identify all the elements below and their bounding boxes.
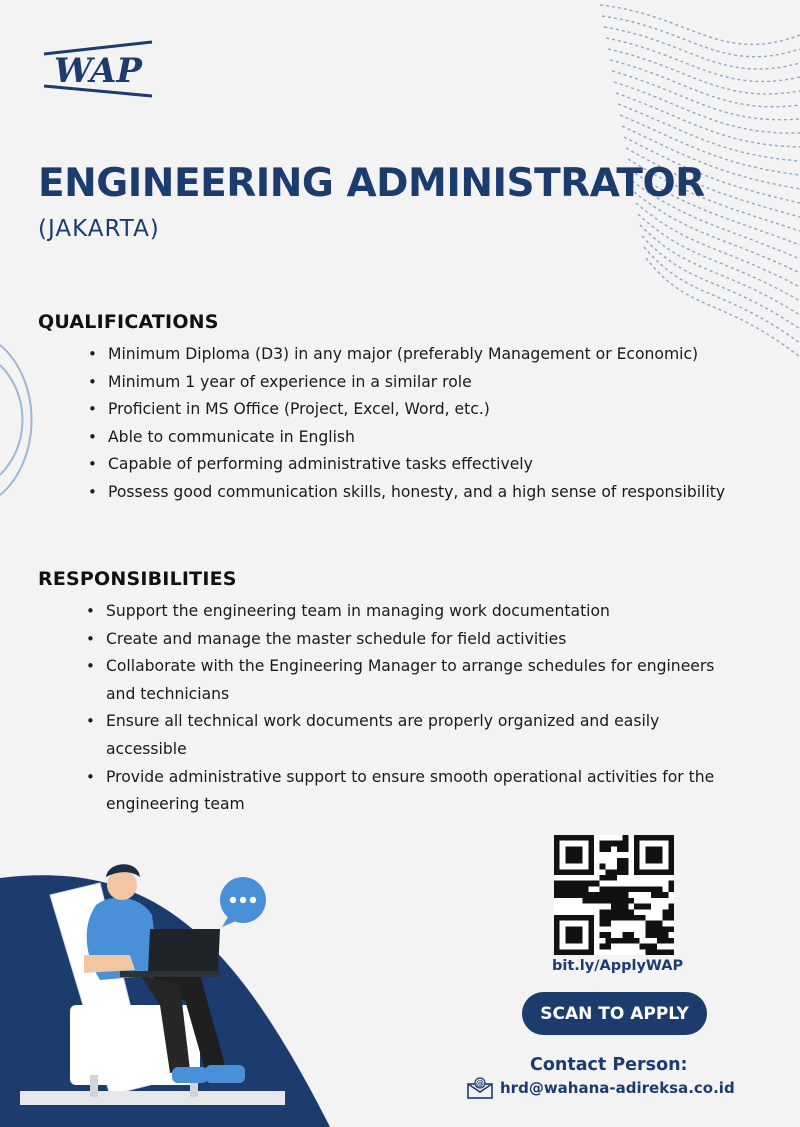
wave-line	[602, 16, 800, 57]
wave-line	[636, 203, 800, 287]
wave-line	[600, 5, 800, 44]
list-item: • Possess good communication skills, honesty, and a high sense of responsibility	[86, 479, 746, 507]
list-item: • Create and manage the master schedule for field activities	[84, 626, 744, 654]
wave-line	[640, 225, 800, 315]
contact-email-link[interactable]	[466, 1076, 735, 1100]
qr-code[interactable]	[554, 835, 674, 955]
list-item: • Able to communicate in English	[86, 424, 746, 452]
responsibilities-list	[84, 598, 744, 819]
responsibilities-heading: RESPONSIBILITIES	[38, 568, 237, 590]
svg-text:@: @	[476, 1079, 484, 1088]
wave-line	[606, 38, 800, 81]
apply-link[interactable]: bit.ly/ApplyWAP	[552, 958, 684, 974]
wave-line	[612, 71, 800, 120]
list-item: • Minimum Diploma (D3) in any major (preferably Management or Economic)	[86, 341, 746, 369]
job-location: (JAKARTA)	[38, 216, 160, 242]
wave-line	[610, 60, 800, 107]
list-item: • Provide administrative support to ensure smooth operational activities for the engineering team	[84, 764, 744, 819]
list-item: • Minimum 1 year of experience in a similar role	[86, 369, 746, 397]
list-item: • Ensure all technical work documents are properly organized and easily accessible	[84, 708, 744, 763]
job-title: ENGINEERING ADMINISTRATOR	[38, 161, 705, 206]
scan-to-apply-button[interactable]: SCAN TO APPLY	[522, 992, 707, 1035]
qualifications-list	[86, 341, 746, 507]
left-arc-decoration-inner	[0, 365, 23, 475]
list-item: • Proficient in MS Office (Project, Excel, Word, etc.)	[86, 396, 746, 424]
wave-line	[614, 82, 800, 133]
list-item: • Support the engineering team in managing work documentation	[84, 598, 744, 626]
left-arc-decoration	[0, 345, 32, 495]
person-laptop-illustration	[0, 855, 300, 1127]
qualifications-heading: QUALIFICATIONS	[38, 311, 219, 333]
list-item: • Capable of performing administrative tasks effectively	[86, 451, 746, 479]
contact-label: Contact Person:	[530, 1055, 688, 1075]
wave-line	[644, 247, 800, 343]
logo-text: WAP	[54, 51, 142, 91]
email-at-icon	[466, 1076, 494, 1100]
wave-line	[642, 236, 800, 329]
wap-logo	[40, 40, 158, 98]
wave-line	[618, 104, 800, 161]
wave-line	[604, 27, 800, 69]
contact-email-text: hrd@wahana-adireksa.co.id	[500, 1079, 735, 1097]
list-item: • Collaborate with the Engineering Manager to arrange schedules for engineers and technicians	[84, 653, 744, 708]
